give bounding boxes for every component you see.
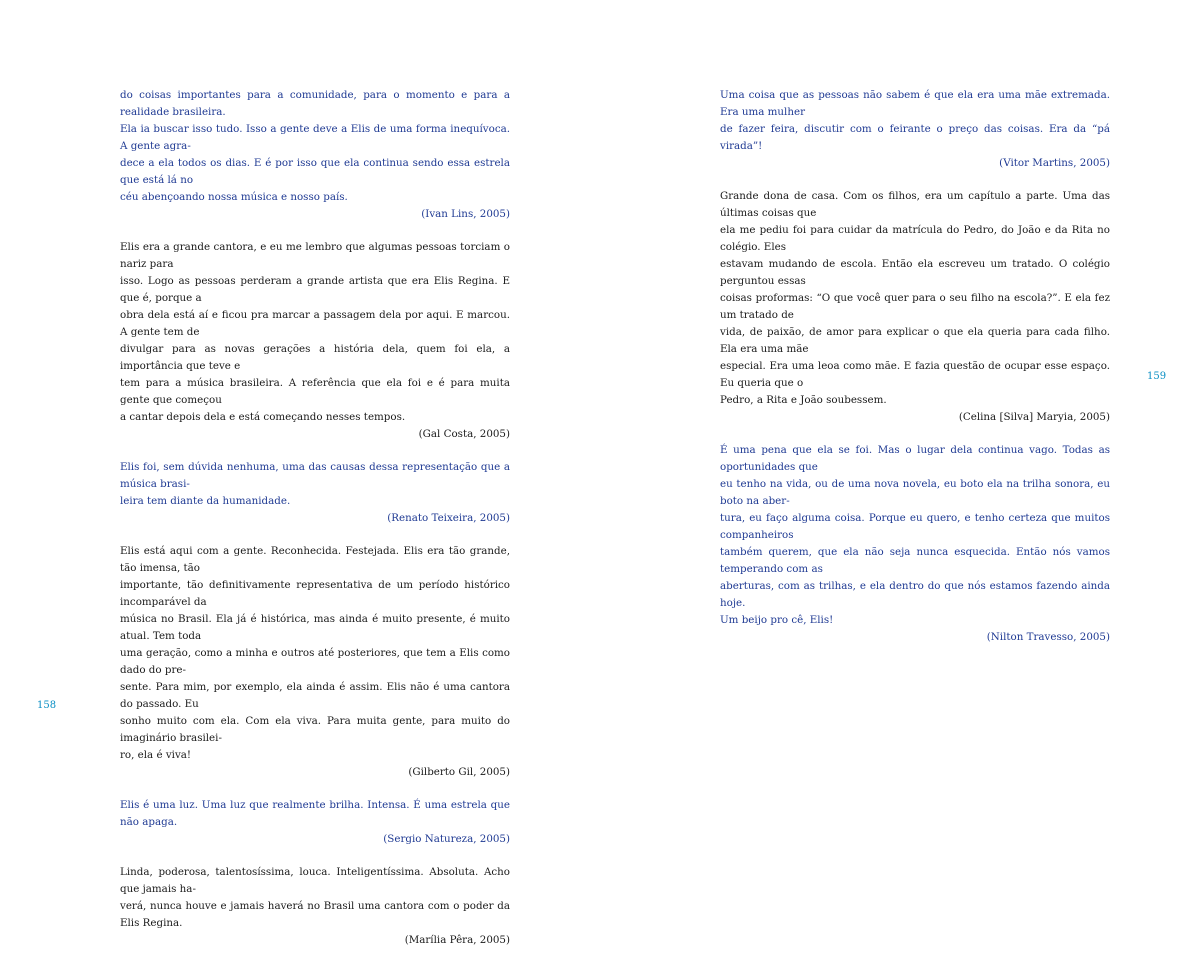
quote-line: Elis está aqui com a gente. Reconhecida. Festejada. Elis era tão grande, tão imensa, tão <box>120 545 510 574</box>
quote-line: especial. Era uma leoa como mãe. E fazia questão de ocupar esse espaço. Eu queria que o <box>720 360 1110 389</box>
quote-line: do coisas importantes para a comunidade, para o momento e para a realidade brasileira. <box>120 89 510 118</box>
left-quotes-column <box>120 87 510 965</box>
quote-line: a cantar depois dela e está começando nesses tempos. <box>120 411 406 423</box>
right-page <box>600 0 1200 750</box>
quote-line: importante, tão definitivamente representativa de um período histórico incomparável da <box>120 579 510 608</box>
quote-author: (Marília Pêra, 2005) <box>404 934 510 946</box>
quote-line: verá, nunca houve e jamais haverá no Brasil uma cantora com o poder da Elis Regina. <box>120 900 510 929</box>
quote-author: (Ivan Lins, 2005) <box>421 208 510 220</box>
quote-line: Grande dona de casa. Com os filhos, era um capítulo a parte. Uma das últimas coisas que <box>720 190 1110 219</box>
quote-author: (Gilberto Gil, 2005) <box>408 766 510 778</box>
quote-block <box>720 87 1110 172</box>
quote-line: Uma coisa que as pessoas não sabem é que ela era uma mãe extremada. Era uma mulher <box>720 89 1110 118</box>
quote-line: dece a ela todos os dias. E é por isso que ela continua sendo essa estrela que está lá no <box>120 157 510 186</box>
quote-line: coisas proformas: “O que você quer para o seu filho na escola?”. E ela fez um tratado de <box>720 292 1110 321</box>
quote-line: obra dela está aí e ficou pra marcar a passagem dela por aqui. E marcou. A gente tem de <box>120 309 510 338</box>
quote-block <box>120 459 510 527</box>
right-quotes-column <box>720 87 1110 662</box>
quote-author: (Renato Teixeira, 2005) <box>387 512 510 524</box>
quote-line: Pedro, a Rita e João soubessem. <box>720 394 887 406</box>
quote-line: Ela ia buscar isso tudo. Isso a gente deve a Elis de uma forma inequívoca. A gente agra- <box>120 123 510 152</box>
quote-line: leira tem diante da humanidade. <box>120 495 291 507</box>
quote-line: sente. Para mim, por exemplo, ela ainda é assim. Elis não é uma cantora do passado. Eu <box>120 681 510 710</box>
quote-line: tura, eu faço alguma coisa. Porque eu quero, e tenho certeza que muitos companheiros <box>720 512 1110 541</box>
quote-line: É uma pena que ela se foi. Mas o lugar dela continua vago. Todas as oportunidades que <box>720 444 1110 473</box>
quote-line: música no Brasil. Ela já é histórica, mas ainda é muito presente, é muito atual. Tem toda <box>120 613 510 642</box>
quote-author: (Nilton Travesso, 2005) <box>986 631 1110 643</box>
page-number-right: 159 <box>1147 371 1167 382</box>
quote-author: (Celina [Silva] Maryia, 2005) <box>958 411 1110 423</box>
quote-block <box>120 543 510 781</box>
quote-line: vida, de paixão, de amor para explicar o que ela queria para cada filho. Ela era uma mãe <box>720 326 1110 355</box>
quote-line: Elis era a grande cantora, e eu me lembro que algumas pessoas torciam o nariz para <box>120 241 510 270</box>
quote-line: Um beijo pro cê, Elis! <box>720 614 834 626</box>
quote-line: de fazer feira, discutir com o feirante o preço das coisas. Era da “pá virada”! <box>720 123 1110 152</box>
quote-line: estavam mudando de escola. Então ela escreveu um tratado. O colégio perguntou essas <box>720 258 1110 287</box>
quote-block <box>720 188 1110 426</box>
quote-line: ro, ela é viva! <box>120 749 192 761</box>
quote-line: aberturas, com as trilhas, e ela dentro do que nós estamos fazendo ainda hoje. <box>720 580 1110 609</box>
quote-line: Elis é uma luz. Uma luz que realmente brilha. Intensa. É uma estrela que não apaga. <box>120 799 510 828</box>
quote-block <box>120 797 510 848</box>
quote-block <box>120 864 510 949</box>
quote-author: (Vitor Martins, 2005) <box>999 157 1110 169</box>
quote-author: (Gal Costa, 2005) <box>418 428 510 440</box>
left-page <box>0 0 600 946</box>
quote-line: sonho muito com ela. Com ela viva. Para muita gente, para muito do imaginário brasilei- <box>120 715 510 744</box>
page-number-left: 158 <box>37 700 57 711</box>
quote-block <box>120 239 510 443</box>
quote-block <box>120 87 510 223</box>
quote-line: divulgar para as novas gerações a história dela, quem foi ela, a importância que teve e <box>120 343 510 372</box>
quote-line: Elis foi, sem dúvida nenhuma, uma das causas dessa representação que a música brasi- <box>120 461 510 490</box>
quote-line: céu abençoando nossa música e nosso país. <box>120 191 348 203</box>
quote-author: (Sergio Natureza, 2005) <box>383 833 510 845</box>
quote-line: uma geração, como a minha e outros até posteriores, que tem a Elis como dado do pre- <box>120 647 510 676</box>
quote-line: eu tenho na vida, ou de uma nova novela, eu boto ela na trilha sonora, eu boto na aber- <box>720 478 1110 507</box>
quote-line: ela me pediu foi para cuidar da matrícula do Pedro, do João e da Rita no colégio. Eles <box>720 224 1110 253</box>
quote-line: Linda, poderosa, talentosíssima, louca. Inteligentíssima. Absoluta. Acho que jamais ha- <box>120 866 510 895</box>
quote-line: isso. Logo as pessoas perderam a grande artista que era Elis Regina. E que é, porque a <box>120 275 510 304</box>
quote-block <box>720 442 1110 646</box>
quote-line: tem para a música brasileira. A referência que ela foi e é para muita gente que começou <box>120 377 510 406</box>
quote-line: também querem, que ela não seja nunca esquecida. Então nós vamos temperando com as <box>720 546 1110 575</box>
